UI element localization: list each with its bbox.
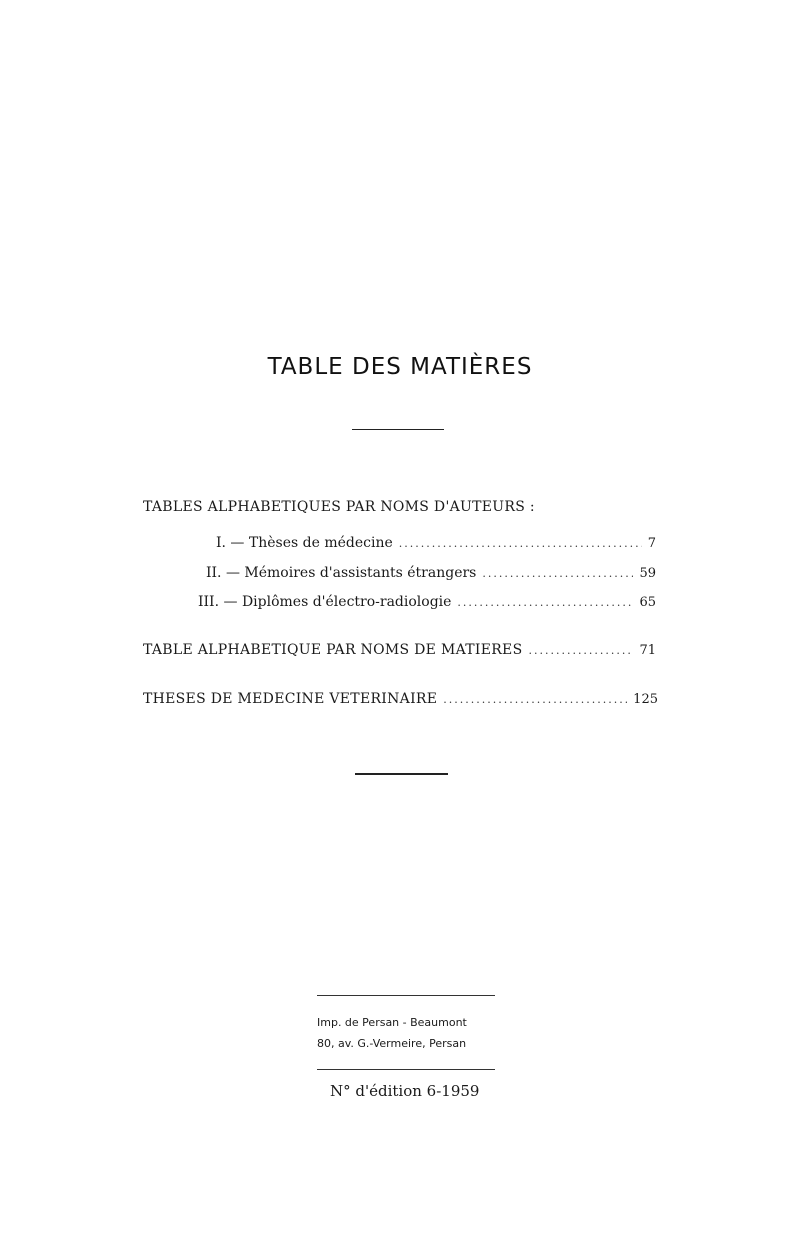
toc-entry-page: 7 — [647, 536, 656, 551]
edition-number: N° d'édition 6-1959 — [330, 1082, 480, 1100]
imprint-printer: Imp. de Persan - Beaumont — [317, 1016, 467, 1029]
toc-entry-diplomes-radiologie — [198, 594, 656, 610]
toc-entry-label: TABLE ALPHABETIQUE PAR NOMS DE MATIERES — [143, 642, 523, 658]
toc-entry-page: 59 — [639, 566, 656, 581]
imprint-rule-bottom — [317, 1069, 495, 1070]
toc-entry-theses-medecine — [216, 535, 656, 551]
toc-entry-page: 125 — [633, 692, 658, 707]
section-divider — [355, 773, 448, 775]
dot-leader — [457, 596, 633, 609]
toc-entry-label: I. — Thèses de médecine — [216, 535, 393, 551]
imprint-rule-top — [317, 995, 495, 996]
authors-heading: TABLES ALPHABETIQUES PAR NOMS D'AUTEURS : — [143, 499, 535, 515]
toc-entry-table-matieres — [143, 642, 656, 658]
imprint-address: 80, av. G.-Vermeire, Persan — [317, 1037, 467, 1050]
dot-leader — [399, 537, 642, 550]
toc-entry-label: III. — Diplômes d'électro-radiologie — [198, 594, 452, 610]
toc-entry-memoires-assistants — [206, 565, 656, 581]
toc-entry-theses-veterinaire — [143, 691, 658, 707]
toc-entry-page: 71 — [639, 643, 656, 658]
toc-entry-page: 65 — [639, 595, 656, 610]
title-divider — [352, 429, 444, 430]
dot-leader — [482, 567, 633, 580]
page-title: TABLE DES MATIÈRES — [267, 354, 533, 380]
toc-entry-label: THESES DE MEDECINE VETERINAIRE — [143, 691, 438, 707]
dot-leader — [443, 693, 627, 706]
dot-leader — [528, 644, 633, 657]
toc-entry-label: II. — Mémoires d'assistants étrangers — [206, 565, 477, 581]
